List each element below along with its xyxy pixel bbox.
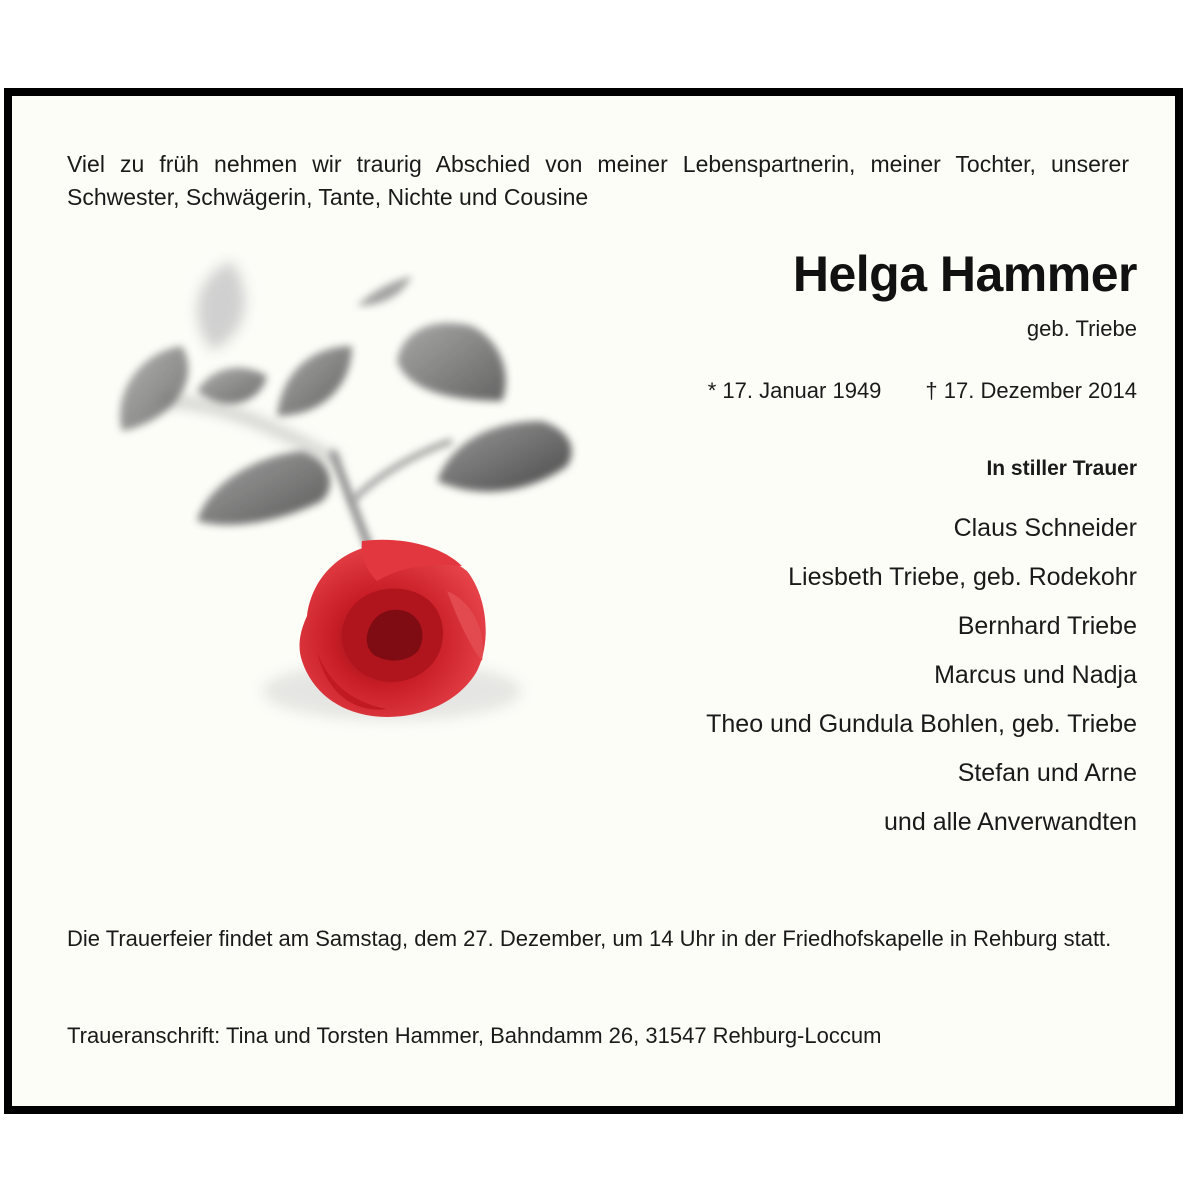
ceremony-info: Die Trauerfeier findet am Samstag, dem 27. Dezember, um 14 Uhr in der Friedhofskapelle in Rehburg statt. [67, 926, 1112, 951]
mourner-name: Marcus und Nadja [934, 661, 1137, 689]
life-dates [708, 376, 1137, 406]
red-rose-icon [102, 251, 592, 741]
mourner-name: Theo und Gundula Bohlen, geb. Triebe [706, 710, 1137, 738]
maiden-name: geb. Triebe [1026, 316, 1137, 341]
mourner-name: Stefan und Arne [957, 759, 1137, 787]
obituary-card [4, 88, 1183, 1114]
mourner-name: und alle Anverwandten [884, 808, 1137, 836]
mourning-title: In stiller Trauer [986, 457, 1137, 480]
death-date: † 17. Dezember 2014 [925, 378, 1137, 403]
birth-date: * 17. Januar 1949 [707, 378, 882, 403]
mourner-name: Claus Schneider [953, 514, 1137, 542]
mourner-name: Bernhard Triebe [957, 612, 1137, 640]
mourner-name: Liesbeth Triebe, geb. Rodekohr [788, 563, 1137, 591]
intro-text: Viel zu früh nehmen wir traurig Abschied von meiner Lebenspartnerin, meiner Tochter, unserer Schwester, Schwägerin, Tante, Nichte und Cousine [67, 151, 1129, 210]
mourning-address: Traueranschrift: Tina und Torsten Hammer, Bahndamm 26, 31547 Rehburg-Loccum [67, 1023, 882, 1048]
rose-illustration [102, 251, 592, 741]
deceased-name: Helga Hammer [792, 246, 1137, 302]
mourners-list [706, 504, 1137, 847]
